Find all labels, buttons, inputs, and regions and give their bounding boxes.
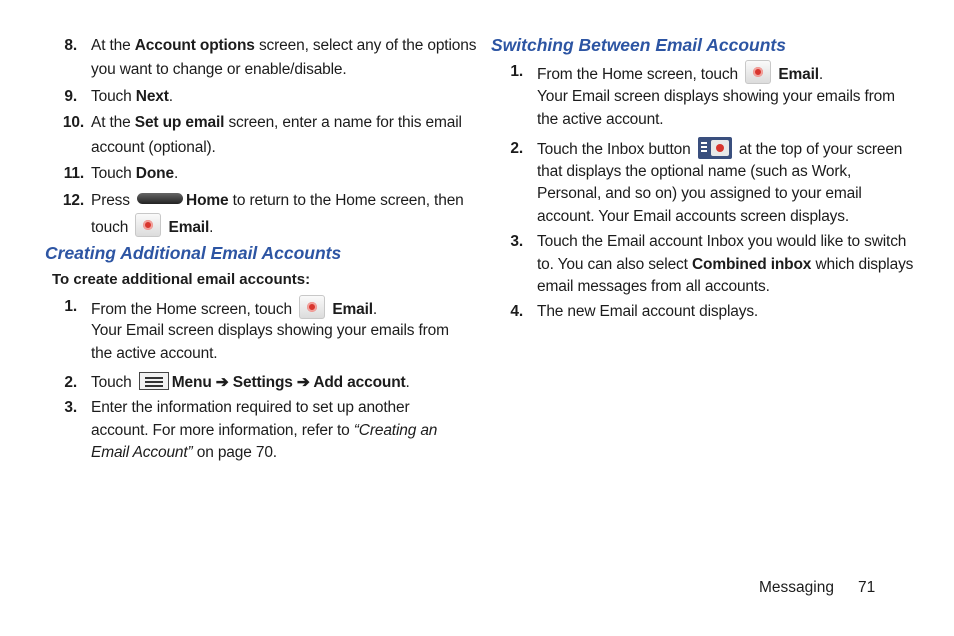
step-text: At the Set up email screen, enter a name for this email (91, 114, 462, 131)
step-text: Touch the Inbox button at the top of your screen (537, 137, 902, 161)
step-text-line2: Your Email screen displays showing your emails from (537, 88, 895, 105)
section-heading: Creating Additional Email Accounts (45, 243, 342, 263)
step-text-line2: account. For more information, refer to “Creating an (91, 422, 438, 439)
email-app-icon (745, 60, 771, 84)
step-number: 11. (63, 165, 84, 182)
inbox-button-icon (698, 137, 732, 159)
email-app-icon (135, 213, 161, 237)
step-text: Press Home to return to the Home screen, then (91, 192, 464, 209)
step-text: The new Email account displays. (537, 303, 759, 320)
step-number: 3. (510, 233, 523, 250)
page-number: 71 (858, 579, 876, 596)
step-text-line3: Personal, and so on) you assigned to your email (537, 185, 862, 202)
step-number: 12. (62, 192, 84, 209)
step-number: 4. (510, 303, 523, 320)
home-key-icon (137, 193, 183, 204)
section-heading: Switching Between Email Accounts (491, 35, 786, 55)
step-text: Touch Next. (91, 88, 173, 105)
cross-reference: Email Account” (91, 444, 193, 461)
step-text-line2: that displays the optional name (such as Work, (537, 163, 852, 180)
step-number: 3. (64, 399, 77, 416)
step-text-line2: Your Email screen displays showing your emails from (91, 322, 449, 339)
step-number: 8. (64, 37, 77, 54)
email-app-icon (299, 295, 325, 319)
step-text-line2: you want to change or enable/disable. (91, 61, 347, 78)
step-number: 10. (62, 114, 84, 131)
step-number: 2. (510, 140, 523, 157)
step-text: Touch Menu ➔ Settings ➔ Add account. (91, 374, 410, 391)
cross-reference: “Creating an (353, 422, 438, 439)
step-text-line2: to. You can also select Combined inbox which displays (537, 256, 914, 273)
step-text: At the Account options screen, select any of the options (91, 37, 477, 54)
ui-term: Account options (134, 37, 255, 54)
footer-section-name: Messaging (759, 579, 834, 596)
step-number: 2. (64, 374, 77, 391)
step-text-line4: account. Your Email accounts screen displays. (537, 208, 850, 225)
step-text-line3: the active account. (537, 111, 664, 128)
step-text: From the Home screen, touch Email. (537, 60, 823, 86)
step-text-line2: touch Email. (91, 213, 213, 239)
step-text-line3: the active account. (91, 345, 218, 362)
step-text: Enter the information required to set up another (91, 399, 410, 416)
step-text-line3: email messages from all accounts. (537, 278, 770, 295)
step-text: Touch the Email account Inbox you would like to switch (537, 233, 907, 250)
step-text: Touch Done. (91, 165, 179, 182)
step-text-line3: Email Account” on page 70. (91, 444, 277, 461)
section-subheading: To create additional email accounts: (52, 271, 311, 288)
step-text-line2: account (optional). (91, 139, 216, 156)
menu-key-icon (139, 372, 169, 390)
step-number: 9. (64, 88, 77, 105)
step-number: 1. (510, 63, 523, 80)
step-text: From the Home screen, touch Email. (91, 295, 377, 321)
step-number: 1. (64, 298, 77, 315)
